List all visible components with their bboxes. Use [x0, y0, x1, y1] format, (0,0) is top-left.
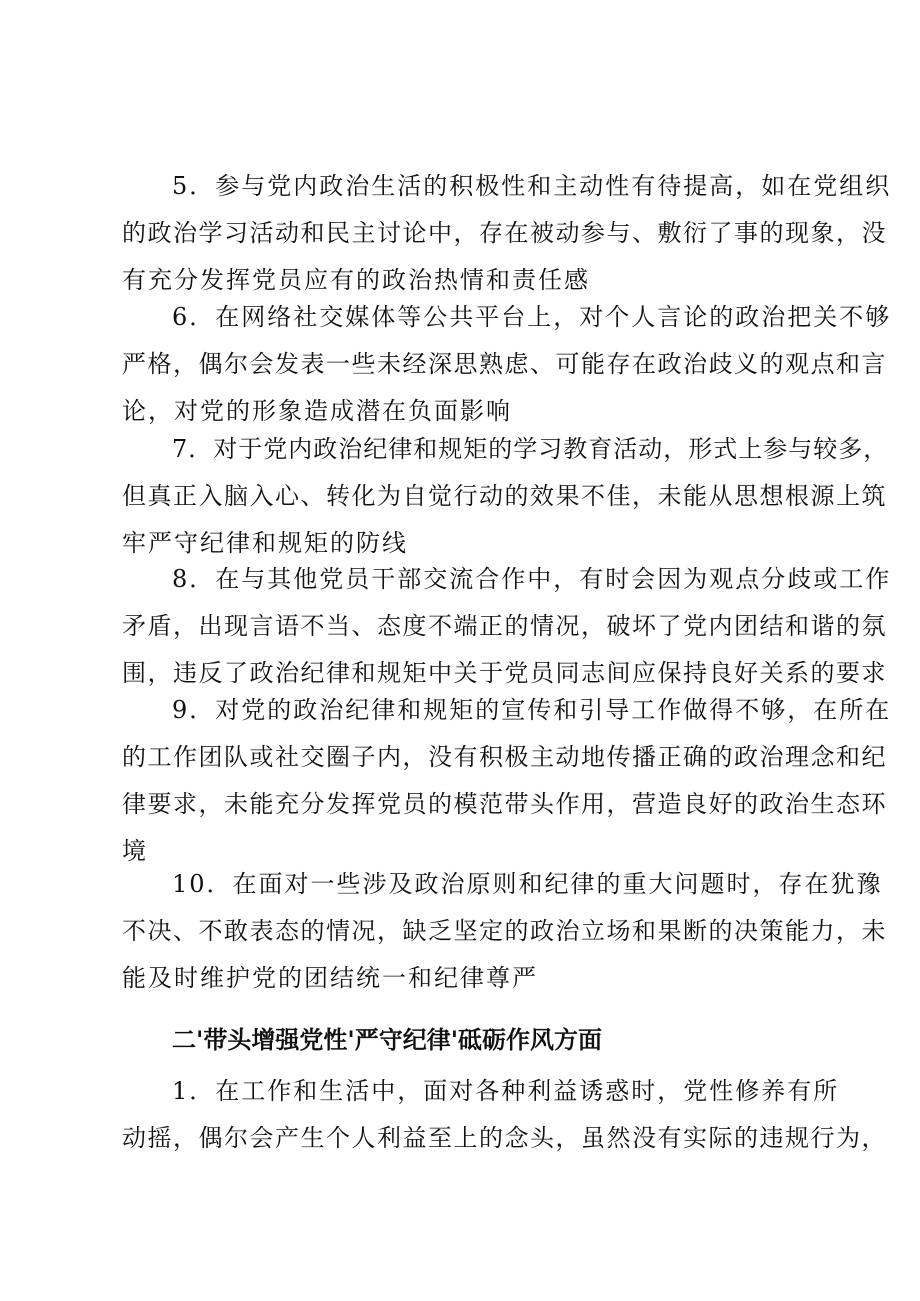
- item-9-line-4: 境: [122, 837, 148, 865]
- item-5-line-3: 有充分发挥党员应有的政治热情和责任感: [122, 266, 590, 294]
- item-7-line-2: 但真正入脑入心、转化为自觉行动的效果不佳，未能从思想根源上筑: [122, 482, 887, 510]
- item-7-line-1: 7．对于党内政治纪律和规矩的学习教育活动，形式上参与较多，: [172, 435, 889, 463]
- item-5-line-1: 5．参与党内政治生活的积极性和主动性有待提高，如在党组织: [172, 172, 892, 200]
- item-7-line-3: 牢严守纪律和规矩的防线: [122, 529, 408, 557]
- item-5-line-2: 的政治学习活动和民主讨论中，存在被动参与、敷衍了事的现象，没: [122, 219, 887, 247]
- item-9-line-1: 9．对党的政治纪律和规矩的宣传和引导工作做得不够，在所在: [172, 696, 892, 724]
- item-8-line-1: 8．在与其他党员干部交流合作中，有时会因为观点分歧或工作: [172, 565, 892, 593]
- item-10-line-1: 10．在面对一些涉及政治原则和纪律的重大问题时，存在犹豫: [172, 870, 883, 898]
- item-10-line-2: 不决、不敢表态的情况，缺乏坚定的政治立场和果断的决策能力，未: [122, 917, 887, 945]
- item-6-line-2: 严格，偶尔会发表一些未经深思熟虑、可能存在政治歧义的观点和言: [122, 350, 887, 378]
- item-8-line-3: 围，违反了政治纪律和规矩中关于党员同志间应保持良好关系的要求: [122, 659, 887, 687]
- section2-item-1-line-1: 1．在工作和生活中，面对各种利益诱惑时，党性修养有所: [172, 1077, 840, 1105]
- item-6-line-1: 6．在网络社交媒体等公共平台上，对个人言论的政治把关不够: [172, 303, 892, 331]
- item-9-line-2: 的工作团队或社交圈子内，没有积极主动地传播正确的政治理念和纪: [122, 743, 887, 771]
- section2-item-1-line-2: 动摇，偶尔会产生个人利益至上的念头，虽然没有实际的违规行为，: [122, 1124, 887, 1152]
- item-8-line-2: 矛盾，出现言语不当、态度不端正的情况，破坏了党内团结和谐的氛: [122, 612, 887, 640]
- item-10-line-3: 能及时维护党的团结统一和纪律尊严: [122, 964, 538, 992]
- item-9-line-3: 律要求，未能充分发挥党员的模范带头作用，营造良好的政治生态环: [122, 790, 887, 818]
- item-6-line-3: 论，对党的形象造成潜在负面影响: [122, 397, 512, 425]
- section-heading: 二'带头增强党性'严守纪律'砥砺作风方面: [172, 1026, 603, 1054]
